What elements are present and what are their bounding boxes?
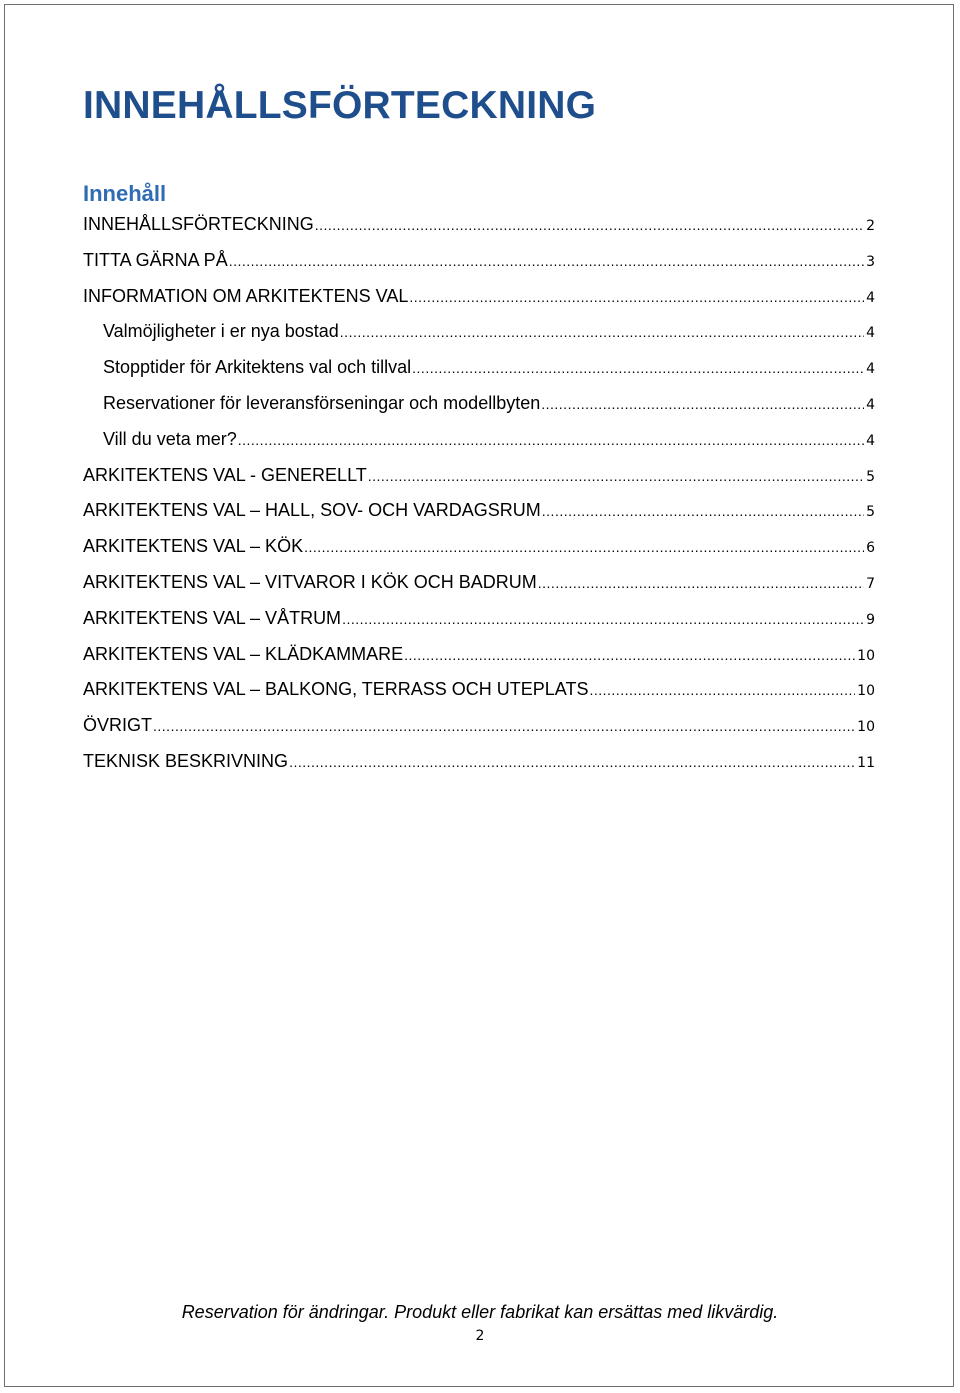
toc-entry-page: 4	[866, 361, 875, 378]
toc-dot-leader	[315, 208, 864, 244]
toc-entry-title: Reservationer för leveransförseningar och modellbyten	[103, 392, 541, 413]
toc-entry-title: ARKITEKTENS VAL – HALL, SOV- OCH VARDAGSRUM	[83, 500, 541, 521]
toc-entry-title: Stopptider för Arkitektens val och tillval	[103, 357, 412, 378]
toc-entry-page: 4	[866, 396, 875, 413]
toc-entry-title: Vill du veta mer?	[103, 428, 237, 449]
toc-entry[interactable]	[83, 672, 875, 708]
toc-entry[interactable]	[83, 637, 875, 673]
toc-entry-page: 11	[857, 754, 875, 771]
toc-entry-title: Valmöjligheter i er nya bostad	[103, 321, 339, 342]
toc-entry[interactable]	[83, 279, 875, 315]
toc-dot-leader	[289, 745, 855, 781]
toc-entry[interactable]	[83, 314, 875, 350]
toc-entry[interactable]	[83, 422, 875, 458]
toc-entry-page: 2	[866, 218, 875, 234]
toc-dot-leader	[340, 315, 864, 351]
toc-entry-title: TEKNISK BESKRIVNING	[83, 750, 289, 771]
toc-entry-page: 5	[866, 504, 875, 521]
toc-entry-title: ARKITEKTENS VAL – VÅTRUM	[83, 607, 342, 628]
toc-dot-leader	[538, 566, 864, 602]
footer-disclaimer: Reservation för ändringar. Produkt eller fabrikat kan ersättas med likvärdig.	[181, 1302, 779, 1322]
toc-dot-leader	[541, 387, 864, 423]
toc-entry[interactable]	[83, 744, 875, 780]
toc-entry-page: 10	[857, 683, 875, 700]
toc-entry-title: ARKITEKTENS VAL - GENERELLT	[83, 464, 367, 485]
toc-entry-title: ARKITEKTENS VAL – KLÄDKAMMARE	[83, 643, 404, 664]
toc-entry-title: TITTA GÄRNA PÅ	[83, 249, 228, 270]
toc-entry[interactable]	[83, 243, 875, 279]
toc-entry[interactable]	[83, 207, 875, 243]
toc-entry-title: ARKITEKTENS VAL – KÖK	[83, 536, 304, 557]
toc-dot-leader	[404, 638, 855, 674]
toc-heading: Innehåll	[83, 181, 167, 206]
toc-entry[interactable]	[83, 386, 875, 422]
page-number: 2	[475, 1328, 485, 1344]
toc-entry-title: INNEHÅLLSFÖRTECKNING	[83, 214, 314, 234]
toc-entry[interactable]	[83, 708, 875, 744]
toc-entry[interactable]	[83, 565, 875, 601]
toc-dot-leader	[412, 351, 864, 387]
toc-entry[interactable]	[83, 458, 875, 494]
toc-entry[interactable]	[83, 350, 875, 386]
toc-entry-page: 4	[866, 432, 875, 449]
toc-entry-page: 5	[866, 468, 875, 485]
toc-entry-page: 4	[866, 289, 875, 306]
toc-entry-page: 6	[866, 540, 875, 557]
toc-entry-title: INFORMATION OM ARKITEKTENS VAL	[83, 285, 409, 306]
toc-entry[interactable]	[83, 529, 875, 565]
toc-dot-leader	[589, 673, 855, 709]
toc-dot-leader	[542, 494, 864, 530]
toc-entry[interactable]	[83, 601, 875, 637]
toc-entry-page: 7	[866, 575, 875, 592]
toc-dot-leader	[153, 709, 855, 745]
toc-entry-page: 3	[866, 253, 875, 270]
document-title: INNEHÅLLSFÖRTECKNING	[83, 84, 597, 127]
toc-dot-leader	[229, 244, 864, 280]
toc-entry-page: 9	[866, 611, 875, 628]
toc-entry-title: ARKITEKTENS VAL – BALKONG, TERRASS OCH UTEPLATS	[83, 679, 589, 700]
toc-dot-leader	[238, 423, 864, 459]
toc-entry[interactable]	[83, 493, 875, 529]
toc-entry-page: 4	[866, 325, 875, 342]
toc-dot-leader	[304, 530, 864, 566]
toc-dot-leader	[342, 602, 864, 638]
table-of-contents	[83, 207, 875, 780]
toc-entry-title: ÖVRIGT	[83, 715, 153, 736]
toc-dot-leader	[368, 459, 864, 495]
toc-entry-title: ARKITEKTENS VAL – VITVAROR I KÖK OCH BADRUM	[83, 571, 537, 592]
toc-entry-page: 10	[857, 647, 875, 664]
toc-entry-page: 10	[857, 719, 875, 736]
toc-dot-leader	[409, 280, 864, 316]
